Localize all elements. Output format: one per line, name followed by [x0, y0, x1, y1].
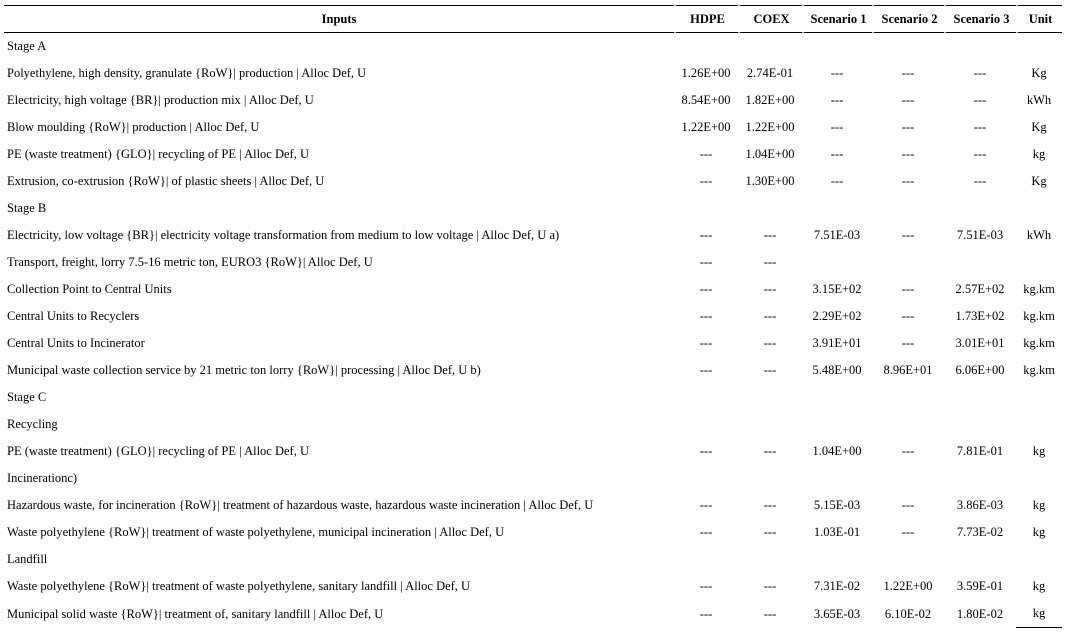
table-row	[4, 114, 1062, 141]
scenario-3-value: ---	[973, 66, 987, 80]
input-name: Municipal solid waste {RoW}| treatment of, sanitary landfill | Alloc Def, U	[7, 606, 384, 621]
scenario-1-value: ---	[830, 93, 844, 107]
hdpe-value: ---	[699, 525, 713, 539]
input-name: PE (waste treatment) {GLO}| recycling of PE | Alloc Def, U	[7, 147, 309, 161]
scenario-2-value	[872, 249, 944, 276]
scenario-1-value: 5.15E-03	[813, 498, 861, 512]
scenario-1-value: 7.31E-02	[813, 579, 861, 593]
inventory-table	[4, 5, 1062, 628]
scenario-2-value: ---	[901, 282, 915, 296]
unit-value: kg	[1032, 147, 1046, 161]
scenario-2-value: ---	[901, 120, 915, 134]
header-hdpe: HDPE	[674, 5, 738, 33]
hdpe-value: 1.22E+00	[681, 120, 731, 134]
hdpe-value: ---	[699, 606, 713, 621]
coex-value: ---	[763, 336, 777, 350]
table-row	[4, 303, 1062, 330]
input-name: Extrusion, co-extrusion {RoW}| of plastic sheets | Alloc Def, U	[7, 174, 325, 188]
scenario-3-value: ---	[973, 174, 987, 188]
hdpe-value: 8.54E+00	[681, 93, 731, 107]
scenario-3-value	[944, 249, 1016, 276]
section-label: Stage C	[7, 390, 47, 404]
scenario-3-value: ---	[973, 147, 987, 161]
hdpe-value: ---	[699, 147, 713, 161]
input-name: Polyethylene, high density, granulate {RoW}| production | Alloc Def, U	[7, 66, 367, 80]
scenario-2-value: ---	[901, 525, 915, 539]
scenario-3-value: 3.86E-03	[956, 498, 1004, 512]
section-label-row	[4, 411, 1062, 438]
table-row	[4, 492, 1062, 519]
scenario-3-value: 1.73E+02	[955, 309, 1005, 323]
table-row	[4, 87, 1062, 114]
coex-value: 1.04E+00	[745, 147, 795, 161]
hdpe-value: ---	[699, 498, 713, 512]
coex-value: ---	[763, 606, 777, 621]
scenario-1-value: 5.48E+00	[812, 363, 862, 377]
hdpe-value: ---	[699, 309, 713, 323]
scenario-2-value: ---	[901, 147, 915, 161]
unit-value: kg.km	[1023, 309, 1055, 323]
scenario-1-value: ---	[830, 174, 844, 188]
input-name: Electricity, low voltage {BR}| electricity voltage transformation from medium to low voltage | Alloc Def, U a)	[7, 228, 560, 242]
scenario-1-value: 3.91E+01	[812, 336, 862, 350]
hdpe-value: ---	[699, 579, 713, 593]
table-row	[4, 573, 1062, 600]
scenario-1-value: ---	[830, 147, 844, 161]
hdpe-value: ---	[699, 282, 713, 296]
input-name: Electricity, high voltage {BR}| production mix | Alloc Def, U	[7, 93, 314, 107]
table-row	[4, 330, 1062, 357]
scenario-1-value: 1.03E-01	[813, 525, 861, 539]
input-name: Municipal waste collection service by 21 metric ton lorry {RoW}| processing | Alloc Def, U b)	[7, 363, 481, 377]
hdpe-value: ---	[699, 363, 713, 377]
scenario-3-value: ---	[973, 93, 987, 107]
coex-value: ---	[763, 309, 777, 323]
coex-value: ---	[763, 363, 777, 377]
scenario-1-value: 3.15E+02	[812, 282, 862, 296]
scenario-3-value: 3.59E-01	[956, 579, 1004, 593]
scenario-1-value	[802, 249, 872, 276]
unit-value: kg.km	[1023, 363, 1055, 377]
scenario-2-value: 6.10E-02	[884, 606, 932, 621]
coex-value: 1.22E+00	[745, 120, 795, 134]
coex-value: ---	[763, 282, 777, 296]
unit-value	[1016, 249, 1062, 276]
table-row	[4, 357, 1062, 384]
header-unit: Unit	[1016, 5, 1062, 33]
table-row	[4, 600, 1062, 628]
coex-value: ---	[763, 444, 777, 458]
table-row	[4, 141, 1062, 168]
section-label: Stage A	[7, 39, 47, 53]
header-row	[4, 5, 1062, 33]
unit-value: kWh	[1026, 93, 1052, 107]
hdpe-value: ---	[699, 444, 713, 458]
unit-value: kg	[1032, 498, 1046, 512]
unit-value: kg	[1016, 600, 1062, 628]
scenario-2-value: ---	[901, 336, 915, 350]
coex-value: ---	[763, 255, 777, 269]
input-name: Central Units to Recyclers	[7, 309, 140, 323]
scenario-2-value: ---	[901, 66, 915, 80]
input-name: Waste polyethylene {RoW}| treatment of waste polyethylene, municipal incineration | Alloc Def, U	[7, 525, 505, 539]
section-label-row	[4, 465, 1062, 492]
input-name: Hazardous waste, for incineration {RoW}| treatment of hazardous waste, hazardous waste incineration | Alloc Def, U	[7, 498, 594, 512]
coex-value: ---	[763, 525, 777, 539]
section-label: Incinerationc)	[7, 471, 78, 485]
unit-value: kg.km	[1023, 336, 1055, 350]
scenario-2-value: ---	[901, 498, 915, 512]
unit-value: kg	[1032, 525, 1046, 539]
hdpe-value: ---	[699, 255, 713, 269]
coex-value: ---	[763, 228, 777, 242]
header-scenario-1: Scenario 1	[802, 5, 872, 33]
input-name: Transport, freight, lorry 7.5-16 metric ton, EURO3 {RoW}| Alloc Def, U	[7, 255, 373, 269]
unit-value: Kg	[1031, 120, 1047, 134]
scenario-1-value: ---	[830, 66, 844, 80]
scenario-1-value: 7.51E-03	[813, 228, 861, 242]
section-label-row	[4, 33, 1062, 60]
section-label-row	[4, 195, 1062, 222]
scenario-3-value: 6.06E+00	[955, 363, 1005, 377]
input-name: Blow moulding {RoW}| production | Alloc Def, U	[7, 120, 260, 134]
section-label-row	[4, 384, 1062, 411]
input-name: Waste polyethylene {RoW}| treatment of waste polyethylene, sanitary landfill | Alloc Def, U	[7, 579, 471, 593]
table-row	[4, 60, 1062, 87]
scenario-2-value: ---	[901, 93, 915, 107]
unit-value: kg	[1032, 444, 1046, 458]
scenario-2-value: 1.22E+00	[883, 579, 933, 593]
scenario-2-value: 8.96E+01	[883, 363, 933, 377]
scenario-2-value: ---	[901, 309, 915, 323]
hdpe-value: ---	[699, 228, 713, 242]
coex-value: ---	[763, 498, 777, 512]
scenario-3-value: 7.81E-01	[956, 444, 1004, 458]
scenario-2-value: ---	[901, 444, 915, 458]
scenario-1-value: 3.65E-03	[813, 606, 861, 621]
unit-value: kg.km	[1023, 282, 1055, 296]
coex-value: 2.74E-01	[746, 66, 794, 80]
header-scenario-3: Scenario 3	[944, 5, 1016, 33]
section-label: Landfill	[7, 552, 48, 566]
coex-value: 1.30E+00	[745, 174, 795, 188]
scenario-1-value: 1.04E+00	[812, 444, 862, 458]
section-label: Stage B	[7, 201, 47, 215]
unit-value: Kg	[1031, 66, 1047, 80]
unit-value: kg	[1032, 579, 1046, 593]
scenario-3-value: 3.01E+01	[955, 336, 1005, 350]
scenario-3-value: 1.80E-02	[956, 606, 1004, 621]
table-row	[4, 168, 1062, 195]
input-name: Central Units to Incinerator	[7, 336, 145, 350]
input-name: Collection Point to Central Units	[7, 282, 172, 296]
scenario-1-value: ---	[830, 120, 844, 134]
unit-value: Kg	[1031, 174, 1047, 188]
header-inputs: Inputs	[4, 5, 674, 33]
scenario-3-value: 7.73E-02	[956, 525, 1004, 539]
scenario-3-value: ---	[973, 120, 987, 134]
section-label: Recycling	[7, 417, 58, 431]
table-body	[4, 33, 1062, 628]
section-label-row	[4, 546, 1062, 573]
scenario-3-value: 7.51E-03	[956, 228, 1004, 242]
table-row	[4, 519, 1062, 546]
unit-value: kWh	[1026, 228, 1052, 242]
table-row	[4, 438, 1062, 465]
table-row	[4, 276, 1062, 303]
hdpe-value: ---	[699, 174, 713, 188]
table-row	[4, 249, 1062, 276]
hdpe-value: ---	[699, 336, 713, 350]
scenario-2-value: ---	[901, 174, 915, 188]
header-coex: COEX	[738, 5, 802, 33]
coex-value: 1.82E+00	[745, 93, 795, 107]
scenario-1-value: 2.29E+02	[812, 309, 862, 323]
input-name: PE (waste treatment) {GLO}| recycling of PE | Alloc Def, U	[7, 444, 309, 458]
scenario-3-value: 2.57E+02	[955, 282, 1005, 296]
coex-value: ---	[763, 579, 777, 593]
hdpe-value: 1.26E+00	[681, 66, 731, 80]
scenario-2-value: ---	[901, 228, 915, 242]
table-row	[4, 222, 1062, 249]
header-scenario-2: Scenario 2	[872, 5, 944, 33]
